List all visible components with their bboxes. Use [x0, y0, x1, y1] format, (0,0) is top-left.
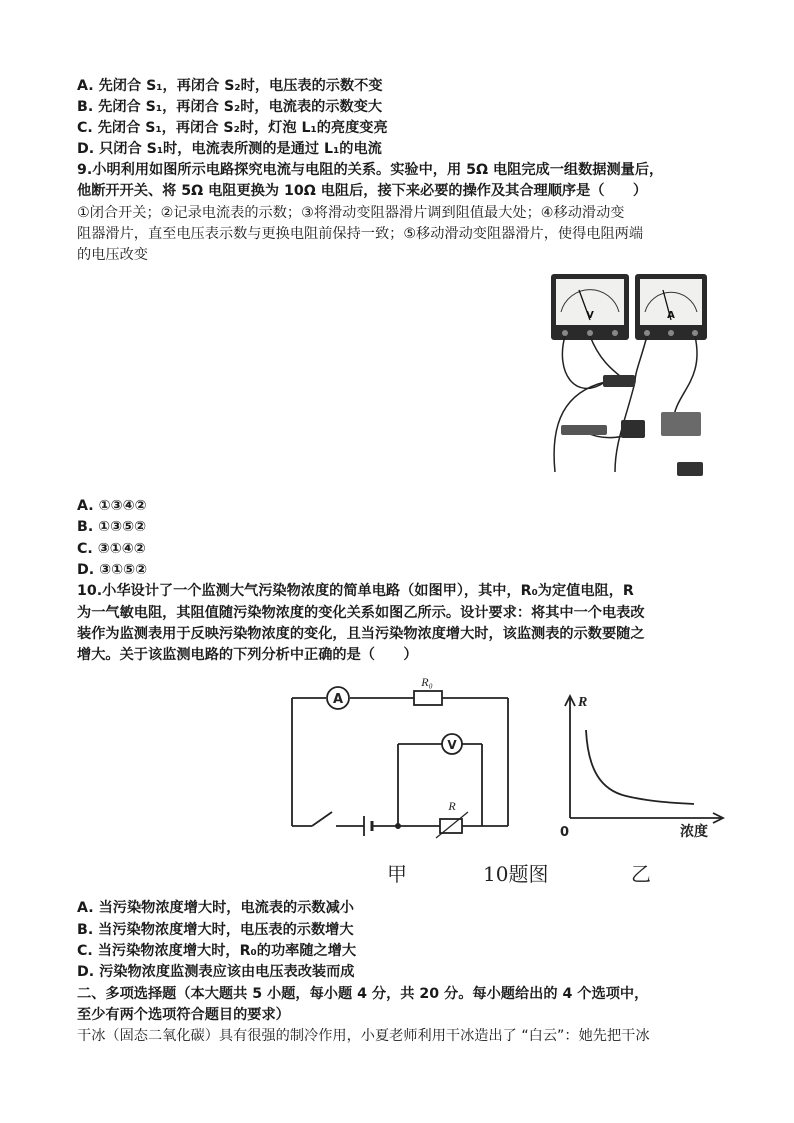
q9-experiment-photo [545, 272, 711, 488]
q10-stem-line-3: 装作为监测表用于反映污染物浓度的变化，且当污染物浓度增大时，该监测表的示数要随之 [77, 626, 645, 642]
resistor-box [621, 420, 645, 438]
graph-y-label: R [578, 695, 588, 710]
caption-yi: 乙 [631, 862, 651, 886]
r-label: R [448, 799, 456, 813]
q10-stem-line-2: 为一气敏电阻，其阻值随污染物浓度的变化关系如图乙所示。设计要求：将其中一个电表改 [77, 605, 645, 621]
q10-option-a: A. 当污染物浓度增大时，电流表的示数减小 [77, 900, 354, 916]
q8-option-d: D. 只闭合 S₁时，电流表所测的是通过 L₁的电流 [77, 141, 382, 157]
section-2-heading-line-1: 二、多项选择题（本大题共 5 小题，每小题 4 分，共 20 分。每小题给出的 4 个选项中， [77, 986, 649, 1002]
q8-option-a: A. 先闭合 S₁，再闭合 S₂时，电压表的示数不变 [77, 78, 383, 94]
q9-stem-line-1: 9.小明利用如图所示电路探究电流与电阻的关系。实验中，用 5Ω 电阻完成一组数据测量后， [77, 162, 664, 178]
ammeter-label: A [667, 310, 675, 321]
graph-origin-label: 0 [560, 825, 570, 840]
q9-option-d: D. ③①⑤② [77, 562, 148, 578]
ammeter-meter [635, 274, 707, 340]
q8-option-b: B. 先闭合 S₁，再闭合 S₂时，电流表的示数变大 [77, 99, 383, 115]
q9-stem-line-2: 他断开开关、将 5Ω 电阻更换为 10Ω 电阻后，接下来必要的操作及其合理顺序是（ ） [77, 183, 648, 199]
q10-option-b: B. 当污染物浓度增大时，电压表的示数增大 [77, 922, 354, 938]
q9-stem-line-4: 阻器滑片，直至电压表示数与更换电阻前保持一致；⑤移动滑动变阻器滑片，使得电阻两端 [77, 226, 644, 242]
section-2-heading-line-2: 至少有两个选项符合题目的要求） [77, 1007, 290, 1023]
q9-option-c: C. ③①④② [77, 541, 146, 557]
battery [561, 425, 607, 435]
caption-jia: 甲 [387, 862, 407, 886]
q10-stem-line-4: 增大。关于该监测电路的下列分析中正确的是（ ） [77, 647, 418, 663]
q10-option-c: C. 当污染物浓度增大时，R₀的功率随之增大 [77, 943, 357, 959]
voltmeter-meter [551, 274, 629, 340]
caption-figure-number: 10题图 [483, 862, 549, 886]
switch-box [603, 375, 635, 387]
q9-option-a: A. ①③④② [77, 498, 147, 514]
graph-x-label: 浓度 [680, 824, 708, 840]
q11-intro-line: 干冰（固态二氧化碳）具有很强的制冷作用，小夏老师利用干冰造出了 “白云”：她先把干冰 [77, 1028, 650, 1044]
q10-stem-line-1: 10.小华设计了一个监测大气污染物浓度的简单电路（如图甲），其中，R₀为定值电阻，R [77, 583, 634, 599]
q10-option-d: D. 污染物浓度监测表应该由电压表改装而成 [77, 964, 355, 980]
q9-stem-line-3: ①闭合开关；②记录电流表的示数；③将滑动变阻器滑片调到阻值最大处；④移动滑动变 [77, 205, 625, 221]
ammeter-symbol-label: A [332, 692, 344, 707]
spare-resistor [677, 462, 703, 476]
r0-resistor [414, 691, 442, 705]
q8-option-c: C. 先闭合 S₁，再闭合 S₂时，灯泡 L₁的亮度变亮 [77, 120, 388, 136]
q10-circuit-diagram [282, 672, 532, 840]
q10-resistance-graph [556, 690, 731, 840]
rheostat [661, 412, 701, 436]
voltmeter-label: V [586, 310, 594, 321]
q9-stem-line-5: 的电压改变 [77, 247, 148, 263]
q9-option-b: B. ①③⑤② [77, 519, 147, 535]
voltmeter-symbol-label: V [447, 738, 457, 752]
r0-label: R₀ [421, 675, 433, 689]
